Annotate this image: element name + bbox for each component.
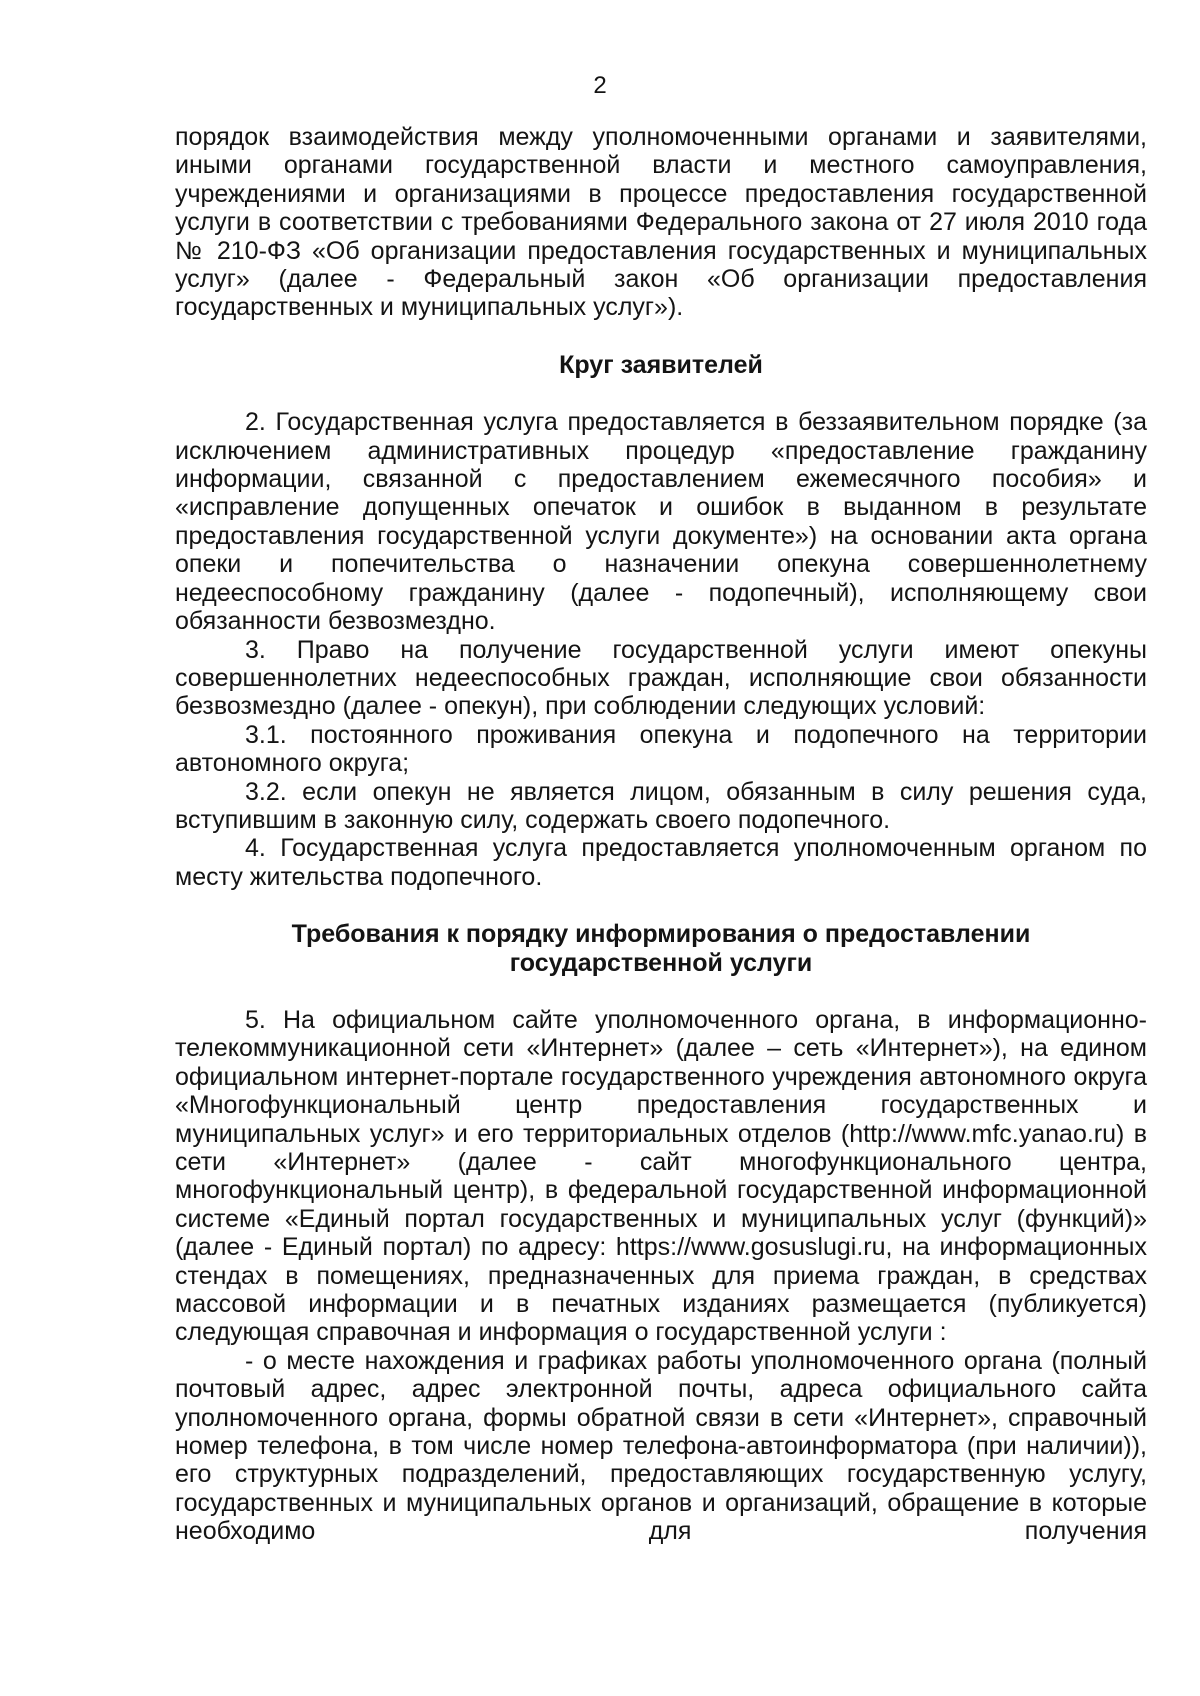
paragraph-3: 3. Право на получение государственной услуги имеют опекуны совершеннолетних недееспособных граждан, исполняющие свои обязанности безвозмездно (далее - опекун), при соблюдении следующих условий: <box>175 635 1147 721</box>
paragraph-3-1: 3.1. постоянного проживания опекуна и подопечного на территории автономного округа; <box>175 720 1147 778</box>
section-heading-informing-line-1: Требования к порядку информирования о предоставлении <box>291 920 1031 949</box>
paragraph-procedure-continuation: порядок взаимодействия между уполномоченными органами и заявителями, иными органами государственной власти и местного самоуправления, учреждениями и организациями в процессе предоставления государственной услуги в соответствии с требованиями Федерального закона от 27 июля 2010 года № 210-ФЗ «Об организации предоставления государственных и муниципальных услуг» (далее - Федеральный закон «Об организации предоставления государственных и муниципальных услуг»). <box>175 123 1147 322</box>
section-heading-applicants: Круг заявителей <box>559 350 763 379</box>
page-number: 2 <box>593 72 607 99</box>
section-heading-informing-line-2: государственной услуги <box>509 948 813 977</box>
paragraph-4: 4. Государственная услуга предоставляется уполномоченным органом по месту жительства подопечного. <box>175 834 1147 891</box>
paragraph-5-dash-item: - о месте нахождения и графиках работы уполномоченного органа (полный почтовый адрес, адрес электронной почты, адреса официального сайта уполномоченного органа, формы обратной связи в сети «Интернет», справочный номер телефона, в том числе номер телефона-автоинформатора (при наличии)), его структурных подразделений, предоставляющих государственную услугу, государственных и муниципальных органов и организаций, обращение в которые необходимо для получения <box>175 1346 1147 1546</box>
paragraph-5: 5. На официальном сайте уполномоченного органа, в информационно-телекоммуникационной сети «Интернет» (далее – сеть «Интернет»), на едином официальном интернет-портале государственного учреждения автономного округа «Многофункциональный центр предоставления государственных и муниципальных услуг» и его территориальных отделов (http://www.mfc.yanao.ru) в сети «Интернет» (далее - сайт многофункционального центра, многофункциональный центр), в федеральной государственной информационной системе «Единый портал государственных и муниципальных услуг (функций)» (далее - Единый портал) по адресу: https://www.gosuslugi.ru, на информационных стендах в помещениях, предназначенных для приема граждан, в средствах массовой информации и в печатных изданиях размещается (публикуется) следующая справочная и информация о государственной услуги : <box>175 1005 1147 1347</box>
section-heading-informing <box>175 920 1147 977</box>
page-content <box>175 123 1147 1546</box>
paragraph-2: 2. Государственная услуга предоставляется в беззаявительном порядке (за исключением административных процедур «предоставление гражданину информации, связанной с предоставлением ежемесячного пособия» и «исправление допущенных опечаток и ошибок в выданном в результате предоставления государственной услуги документе») на основании акта органа опеки и попечительства о назначении опекуна совершеннолетнему недееспособному гражданину (далее - подопечный), исполняющему свои обязанности безвозмездно. <box>175 408 1147 636</box>
paragraph-3-2: 3.2. если опекун не является лицом, обязанным в силу решения суда, вступившим в законную силу, содержать своего подопечного. <box>175 777 1147 834</box>
